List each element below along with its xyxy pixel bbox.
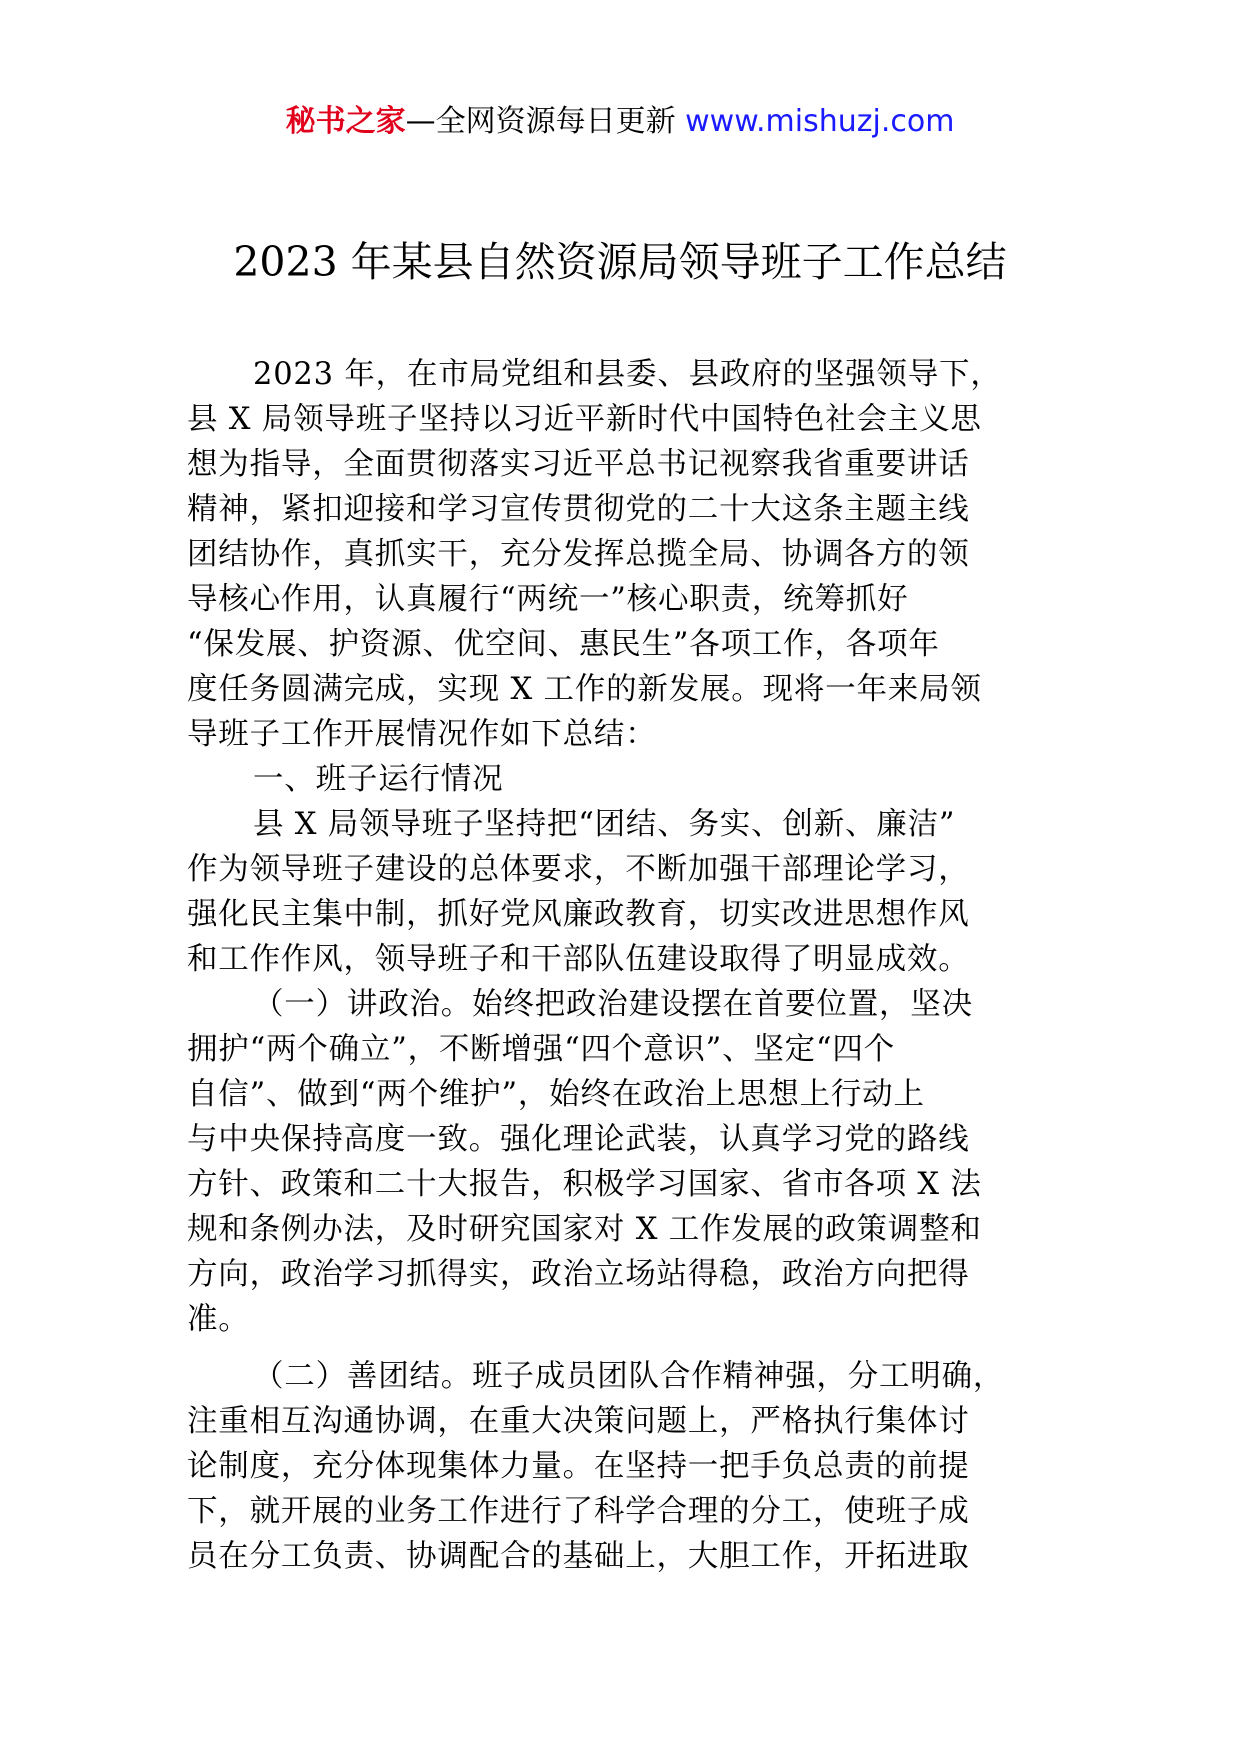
paragraph-line: 和工作作风，领导班子和干部队伍建设取得了明显成效。 [187,942,970,977]
paragraph-line: 方针、政策和二十大报告，积极学习国家、省市各项 X 法 [187,1167,982,1202]
paragraph-line: 规和条例办法，及时研究国家对 X 工作发展的政策调整和 [187,1212,982,1247]
paragraph-line: 与中央保持高度一致。强化理论武装，认真学习党的路线 [187,1122,970,1157]
paragraph-line: 论制度，充分体现集体力量。在坚持一把手负总责的前提 [187,1449,970,1484]
paragraph-line: 拥护“两个确立”，不断增强“四个意识”、坚定“四个 [187,1032,895,1067]
paragraph-line: 导班子工作开展情况作如下总结： [187,717,657,752]
paragraph-line: 强化民主集中制，抓好党风廉政教育，切实改进思想作风 [187,897,970,932]
section-heading: 一、班子运行情况 [253,762,504,797]
paragraph-line: 准。 [187,1302,250,1337]
paragraph-line: 度任务圆满完成，实现 X 工作的新发展。现将一年来局领 [187,672,982,707]
subsection-line: （一）讲政治。始终把政治建设摆在首要位置，坚决 [253,987,973,1022]
paragraph-line: “保发展、护资源、优空间、惠民生”各项工作，各项年 [187,627,940,662]
paragraph-line: 导核心作用，认真履行“两统一”核心职责，统筹抓好 [187,582,909,617]
paragraph-line: 作为领导班子建设的总体要求，不断加强干部理论学习， [187,852,970,887]
subsection-line: （二）善团结。班子成员团队合作精神强，分工明确， [253,1359,1005,1394]
paragraph-line: 2023 年，在市局党组和县委、县政府的坚强领导下， [253,357,1002,392]
site-header [0,100,1240,144]
paragraph-line: 县 X 局领导班子坚持以习近平新时代中国特色社会主义思 [187,402,982,437]
paragraph-line: 团结协作，真抓实干，充分发挥总揽全局、协调各方的领 [187,537,970,572]
paragraph-line: 县 X 局领导班子坚持把“团结、务实、创新、廉洁” [253,807,956,842]
paragraph-line: 员在分工负责、协调配合的基础上，大胆工作，开拓进取 [187,1539,970,1574]
paragraph-line: 精神，紧扣迎接和学习宣传贯彻党的二十大这条主题主线 [187,492,970,527]
brand-name: 秘书之家 [285,104,406,139]
paragraph-line: 注重相互沟通协调，在重大决策问题上，严格执行集体讨 [187,1404,970,1439]
document-title: 2023 年某县自然资源局领导班子工作总结 [233,238,1007,286]
header-slogan: —全网资源每日更新 [405,104,686,139]
paragraph-line: 想为指导，全面贯彻落实习近平总书记视察我省重要讲话 [187,447,970,482]
document-body [187,352,1067,1579]
paragraph-line: 自信”、做到“两个维护”，始终在政治上思想上行动上 [187,1077,925,1112]
paragraph-line: 下，就开展的业务工作进行了科学合理的分工，使班子成 [187,1494,970,1529]
paragraph-line: 方向，政治学习抓得实，政治立场站得稳，政治方向把得 [187,1257,970,1292]
site-url-link[interactable]: www.mishuzj.com [685,104,955,139]
